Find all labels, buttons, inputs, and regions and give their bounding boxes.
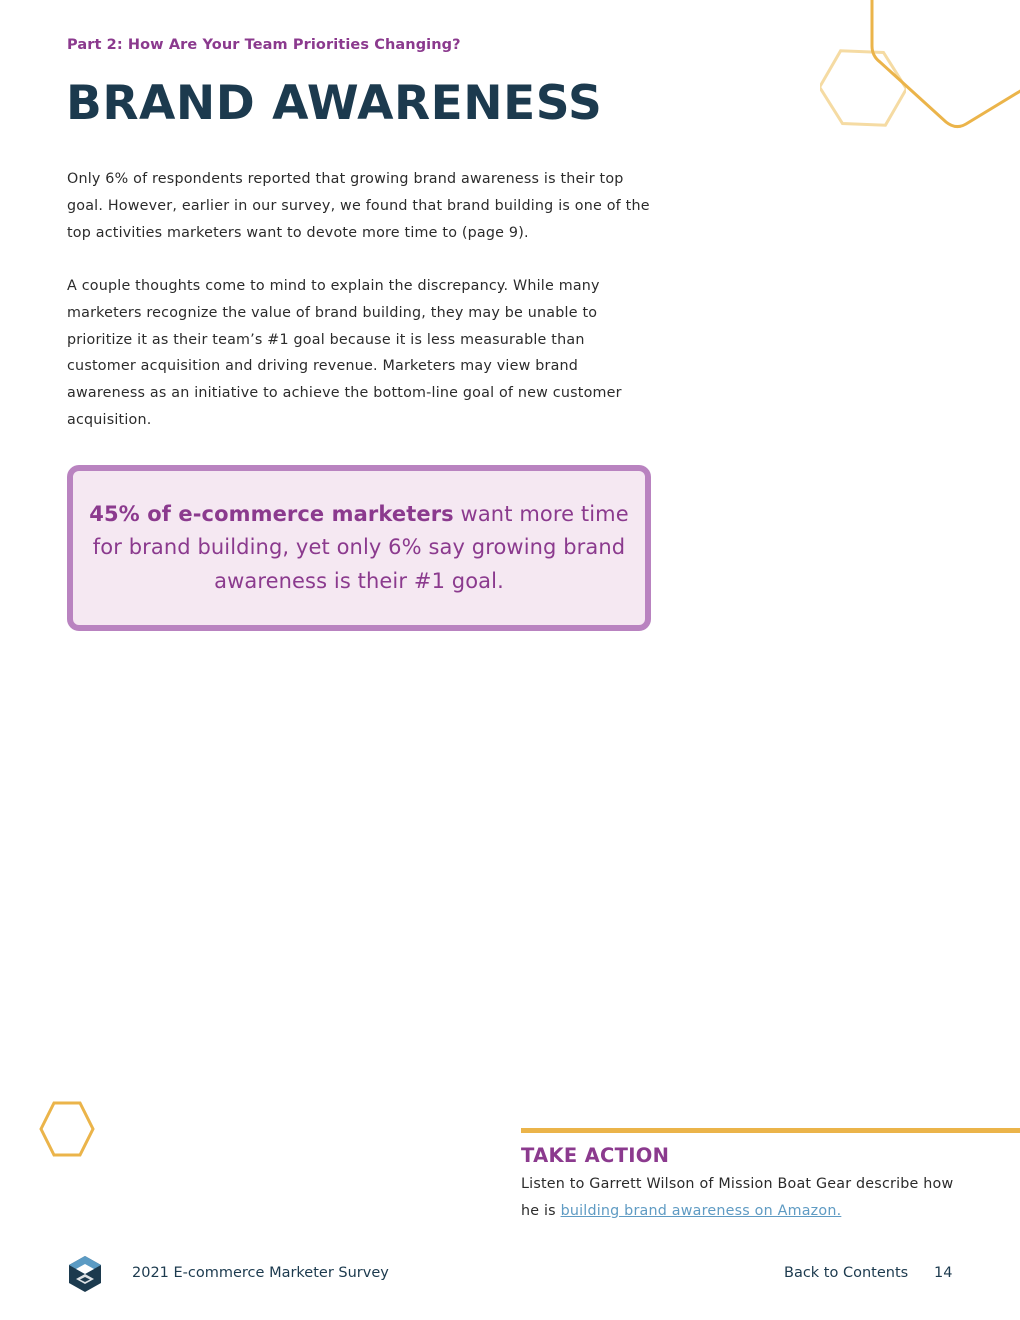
take-action-intro: Listen to Garrett Wilson of Mission Boat Gear describe how he is (521, 1176, 954, 1219)
callout-highlight: 45% of e-commerce marketers (89, 501, 454, 526)
body-paragraph-2: A couple thoughts come to mind to explain the discrepancy. While many marketers recognize the value of brand building, they may be unable to prioritize it as their team’s #1 goal because it is less measurable than customer acquisition and driving revenue. Marketers may view brand awareness as an initiative to achieve the bottom-line goal of new customer acquisition. (67, 278, 622, 428)
footer-survey-title: 2021 E-commerce Marketer Survey (132, 1265, 389, 1281)
page-title: BRAND AWARENESS (66, 76, 603, 131)
hexagon-outline-icon (38, 1100, 96, 1158)
callout-box (67, 465, 651, 631)
callout-body: want more time for brand building, yet only 6% say growing brand awareness is their #1 goal. (92, 501, 629, 593)
back-to-contents-link[interactable]: Back to Contents (784, 1265, 909, 1281)
page-number: 14 (934, 1265, 953, 1281)
take-action-heading: TAKE ACTION (521, 1144, 670, 1167)
body-paragraph-1: Only 6% of respondents reported that growing brand awareness is their top goal. However, earlier in our survey, we found that brand building is one of the top activities marketers want to devote more time to (page 9). (67, 171, 650, 241)
section-label: Part 2: How Are Your Team Priorities Changing? (67, 37, 461, 53)
hexagon-outline-icon (860, 0, 1020, 132)
callout-text (73, 498, 645, 599)
brand-logo-icon (66, 1255, 104, 1293)
take-action-text (521, 1171, 961, 1225)
take-action-divider (521, 1128, 1020, 1133)
amazon-brand-awareness-link[interactable]: building brand awareness on Amazon. (560, 1203, 842, 1219)
